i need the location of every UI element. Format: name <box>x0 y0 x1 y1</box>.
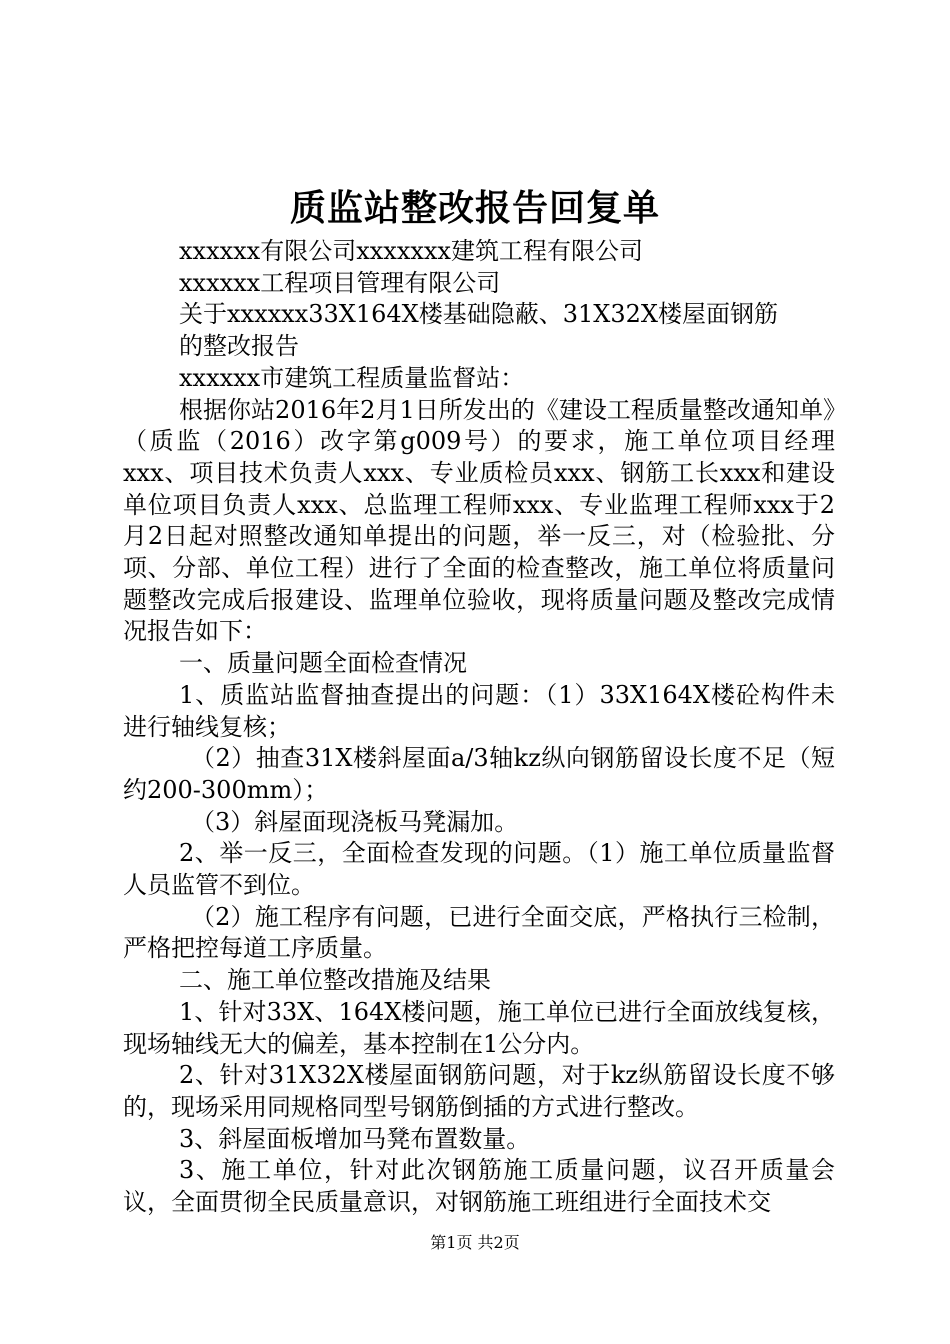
body-paragraph: （3）斜屋面现浇板马凳漏加。 <box>191 807 519 836</box>
document-body <box>123 236 835 1219</box>
body-paragraph: 2、举一反三，全面检查发现的问题。（1）施工单位质量监督人员监管不到位。 <box>123 839 835 900</box>
intro-paragraph: 根据你站2016年2月1日所发出的《建设工程质量整改通知单》（质监（2016）改字第g009号）的要求，施工单位项目经理xxx、项目技术负责人xxx、专业质检员xxx、钢筋工长xxx和建设单位项目负责人xxx、总监理工程师xxx、专业监理工程师xxx于2月2日起对照整改通知单提出的问题，举一反三，对（检验批、分项、分部、单位工程）进行了全面的检查整改，施工单位将质量问题整改完成后报建设、监理单位验收，现将质量问题及整改完成情况报告如下： <box>123 395 835 646</box>
subject-line: 的整改报告 <box>179 332 299 361</box>
body-paragraph: （2）施工程序有问题，已进行全面交底，严格执行三检制，严格把控每道工序质量。 <box>123 902 835 963</box>
body-paragraph: 1、质监站监督抽查提出的问题：（1）33X164X楼砼构件未进行轴线复核； <box>123 680 835 741</box>
page-footer: 第1页 共2页 <box>430 1233 520 1252</box>
body-paragraph: 3、斜屋面板增加马凳布置数量。 <box>179 1124 531 1153</box>
subject-line: 关于xxxxxx33X164X楼基础隐蔽、31X32X楼屋面钢筋 <box>179 300 778 329</box>
body-paragraph: 2、针对31X32X楼屋面钢筋问题，对于kz纵筋留设长度不够的，现场采用同规格同型号钢筋倒插的方式进行整改。 <box>123 1061 835 1121</box>
document-title: 质监站整改报告回复单 <box>289 187 660 229</box>
section-heading: 二、施工单位整改措施及结果 <box>179 966 491 995</box>
body-paragraph: （2）抽查31X楼斜屋面a/3轴kz纵向钢筋留设长度不足（短约200-300mm）； <box>123 744 835 804</box>
recipient-line: xxxxxx工程项目管理有限公司 <box>179 268 501 297</box>
body-paragraph: 3、施工单位，针对此次钢筋施工质量问题，议召开质量会议，全面贯彻全民质量意识，对钢筋施工班组进行全面技术交 <box>123 1156 835 1217</box>
body-paragraph: 1、针对33X、164X楼问题，施工单位已进行全面放线复核，现场轴线无大的偏差，基本控制在1公分内。 <box>123 997 835 1058</box>
recipient-line: xxxxxx有限公司xxxxxxx建筑工程有限公司 <box>179 237 643 265</box>
section-heading: 一、质量问题全面检查情况 <box>179 649 467 678</box>
addressee-line: xxxxxx市建筑工程质量监督站： <box>179 363 525 392</box>
